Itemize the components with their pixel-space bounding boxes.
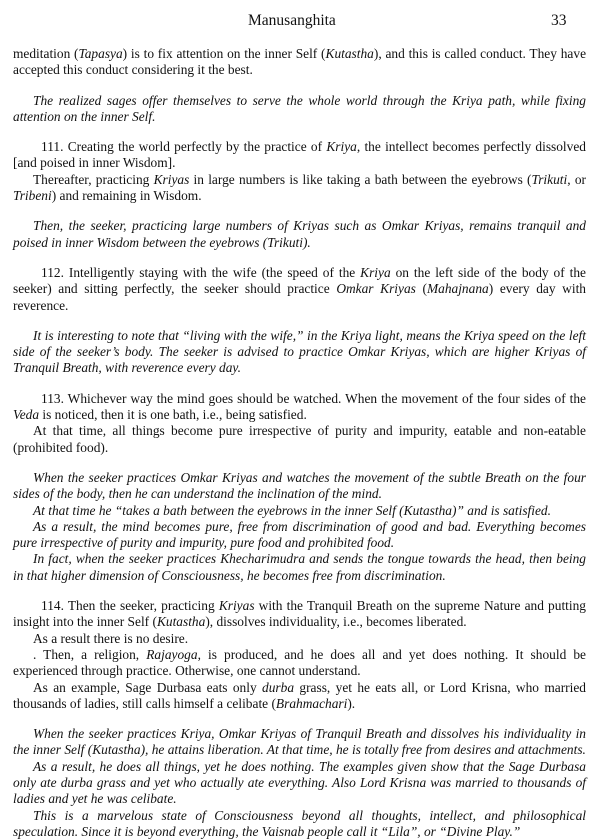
text-run: is noticed, then it is one bath, i.e., being satisfied.: [39, 407, 307, 423]
text-run: 113. Whichever way the mind goes should be watched. When the movement of the four sides of the: [41, 390, 586, 406]
text-run: As a result there is no desire.: [33, 630, 189, 646]
verse-paragraph: [13, 265, 586, 314]
commentary-paragraph: [13, 328, 586, 377]
italic-term: Omkar Kriyas: [336, 281, 416, 297]
text-run: ) every day with reverence.: [13, 281, 586, 313]
italic-term: Kriya: [326, 139, 357, 155]
verse-paragraph: [13, 391, 586, 424]
italic-term: Tapasya: [78, 46, 123, 61]
commentary-paragraph: [13, 551, 586, 584]
commentary-paragraph: [13, 726, 586, 759]
commentary-paragraph: [13, 218, 586, 251]
italic-term: Kutastha: [325, 46, 374, 61]
italic-term: Rajayoga: [146, 646, 198, 662]
italic-term: Kriya: [360, 264, 391, 280]
text-run: This is a marvelous state of Consciousness beyond all thoughts, intellect, and philosophical speculation. Since it is beyond everything, the Vaisnab people call it “Lila”, or “Divine Play.”: [13, 807, 586, 839]
text-run: When the seeker practices Omkar Kriyas and watches the movement of the subtle Breath on the four sides of the body, then he can understand the inclination of the mind.: [13, 469, 586, 502]
italic-term: Trikuti: [531, 171, 568, 187]
text-run: , the intellect becomes perfectly dissolved [and poised in inner Wisdom].: [13, 139, 586, 171]
commentary-paragraph: [13, 759, 586, 808]
verse-paragraph: [13, 598, 586, 631]
text-run: As a result, he does all things, yet he does nothing. The examples given show that the Sage Durbasa only ate durba grass and yet who actually ate everything. Also Lord Krisna was married to thousands of ladies and yet he was celibate.: [13, 758, 586, 807]
text-run: As an example, Sage Durbasa eats only: [33, 679, 263, 695]
text-run: in large numbers is like taking a bath between the eyebrows (: [189, 171, 532, 187]
text-run: As a result, the mind becomes pure, free from discrimination of good and bad. Everything becomes pure irrespective of purity and impurity, pure food and prohibited food.: [13, 518, 586, 551]
italic-term: Mahajnana: [426, 281, 489, 297]
text-run: 114. Then the seeker, practicing: [41, 598, 219, 614]
text-run: on the left side of the body of the seeker) and sitting perfectly, the seeker should practice: [13, 264, 586, 297]
running-header-title: Manusanghita: [248, 12, 336, 29]
commentary-paragraph: [13, 519, 586, 552]
text-run: ) and remaining in Wisdom.: [51, 188, 202, 204]
text-run: The realized sages offer themselves to serve the whole world through the Kriya path, while fixing attention on the inner Self.: [13, 92, 586, 124]
text-run: When the seeker practices Kriya, Omkar Kriyas of Tranquil Breath and dissolves his individuality in the inner Self (Kutastha), he attains liberation. At that time, he is totally free from desires and attachments.: [13, 726, 586, 758]
verse-paragraph: [13, 139, 586, 172]
text-run: , or: [567, 171, 586, 187]
text-run: . Then, a religion,: [33, 646, 147, 662]
commentary-paragraph: [13, 470, 586, 503]
italic-term: Tribeni: [13, 188, 52, 204]
text-run: ).: [347, 695, 356, 711]
text-run: In fact, when the seeker practices Khecharimudra and sends the tongue towards the head, then being in that higher dimension of Consciousness, he becomes free from discrimination.: [13, 551, 586, 583]
text-run: At that time, all things become pure irrespective of purity and impurity, eatable and non-eatable (prohibited food).: [13, 423, 586, 455]
text-run: ) is to fix attention on the inner Self (: [122, 46, 326, 61]
page-number: 33: [551, 12, 567, 29]
text-run: At that time he “takes a bath between the eyebrows in the inner Self (Kutastha)” and is satisfied.: [33, 502, 551, 518]
text-run: meditation (: [13, 46, 79, 61]
italic-term: Veda: [13, 407, 40, 423]
text-run: 111. Creating the world perfectly by the practice of: [41, 139, 327, 155]
text-run: , is produced, and he does all and yet does nothing. It should be experienced through practice. Otherwise, one cannot understand.: [13, 646, 586, 679]
text-run: Thereafter, practicing: [33, 171, 154, 187]
italic-term: Kriyas: [153, 171, 190, 187]
text-run: with the Tranquil Breath on the supreme Nature and putting insight into the inner Self (: [13, 598, 586, 630]
page-body-text: [13, 46, 586, 840]
text-paragraph: [13, 647, 586, 680]
text-run: ), and this is called conduct. They have accepted this conduct considering it the best.: [13, 46, 587, 78]
italic-term: durba: [262, 679, 295, 695]
text-run: grass, yet he eats all, or Lord Krisna, who married thousands of ladies, still calls himself a celibate (: [13, 679, 586, 711]
text-run: ), dissolves individuality, i.e., becomes liberated.: [205, 614, 467, 630]
text-run: It is interesting to note that “living with the wife,” in the Kriya light, means the Kriya speed on the left side of the seeker’s body. The seeker is advised to practice Omkar Kriyas, which are higher Kriyas of Tranquil Breath, with reverence every day.: [13, 327, 586, 376]
italic-term: Brahmachari: [275, 695, 348, 711]
commentary-paragraph: [13, 808, 586, 840]
text-run: (: [415, 281, 427, 297]
commentary-paragraph: [13, 503, 586, 519]
text-paragraph: [13, 172, 586, 205]
text-run: Then, the seeker, practicing large numbers of Kriyas such as Omkar Kriyas, remains tranquil and poised in inner Wisdom between the eyebrows (Trikuti).: [13, 218, 586, 250]
text-paragraph: [13, 423, 586, 456]
italic-term: Kriyas: [218, 598, 255, 614]
italic-term: Kutastha: [156, 614, 206, 630]
text-run: 112. Intelligently staying with the wife (the speed of the: [41, 264, 361, 280]
commentary-paragraph: [13, 93, 586, 126]
text-paragraph: [13, 680, 586, 713]
text-paragraph: [13, 631, 586, 647]
text-paragraph: [13, 46, 586, 79]
